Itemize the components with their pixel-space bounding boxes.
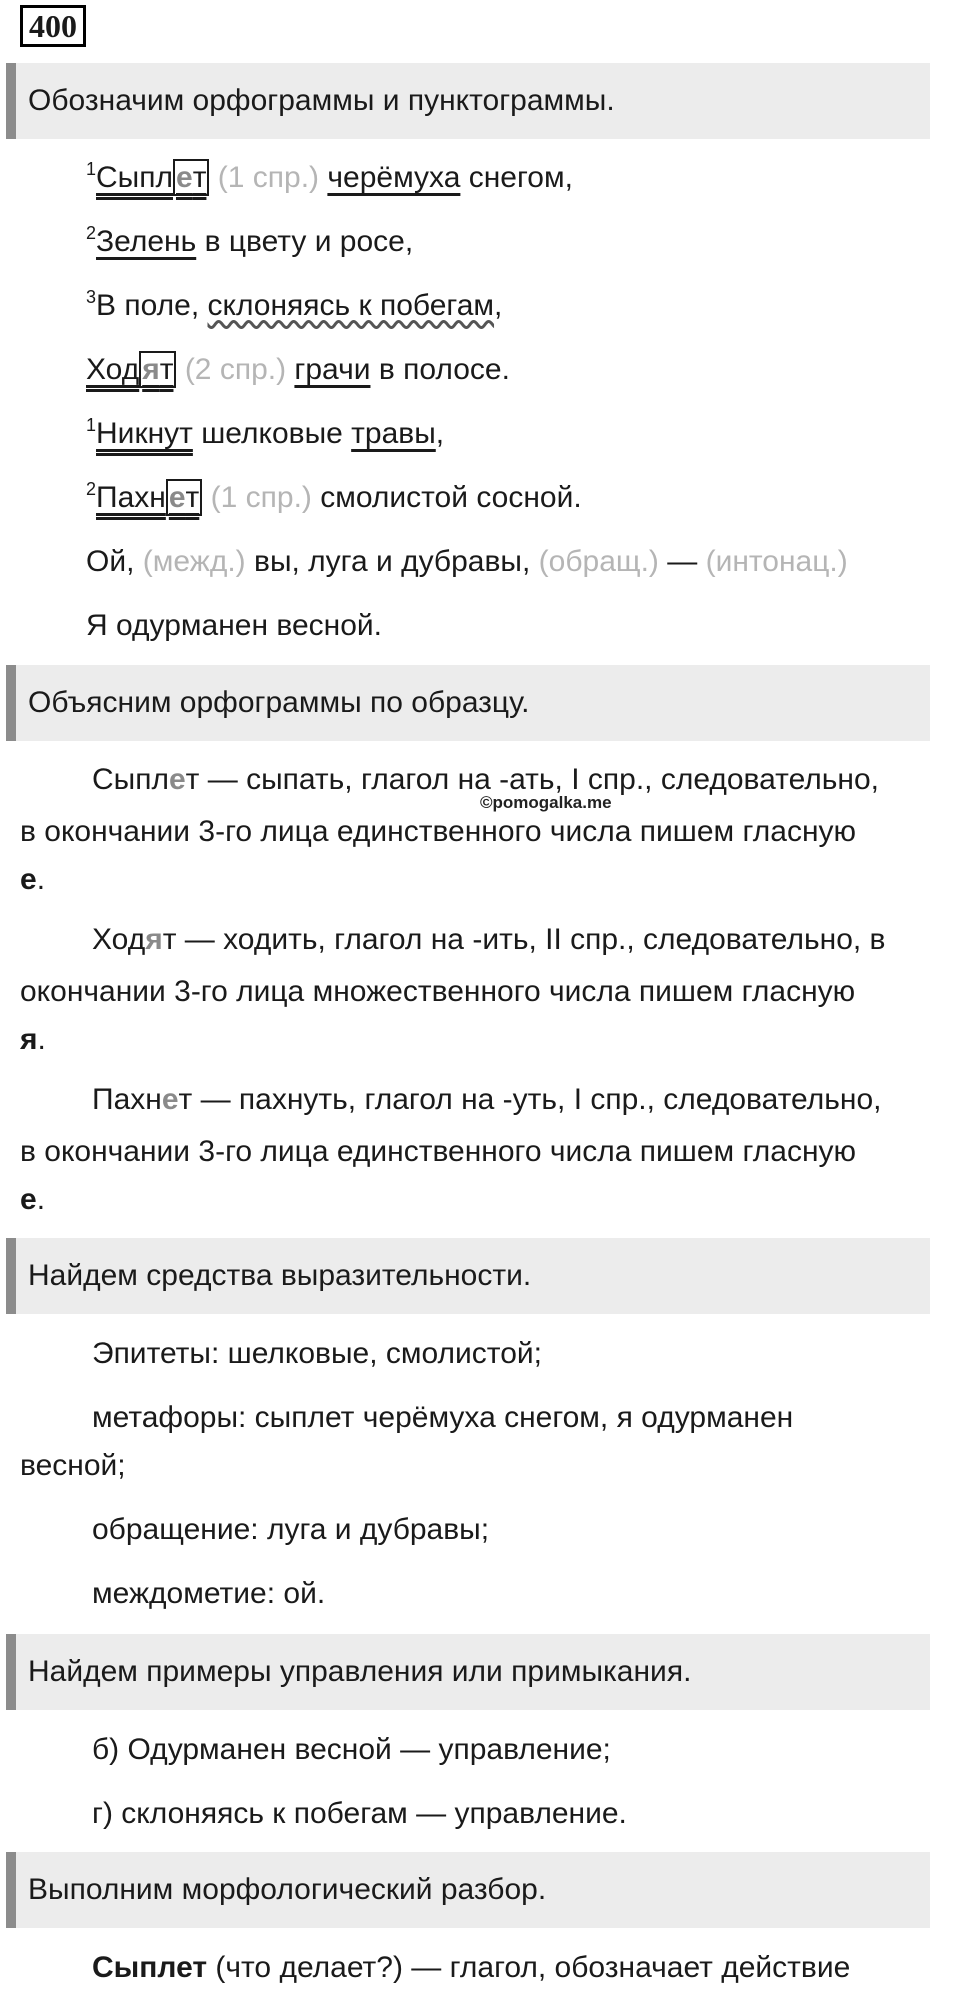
poem-line-6 xyxy=(86,480,582,519)
explain-2-line-1: Ходят — ходить, глагол на -ить, II спр., следовательно, в xyxy=(92,923,886,956)
poem-line-5 xyxy=(86,416,444,455)
subject-word: черёмуха xyxy=(327,161,461,194)
dash: — xyxy=(667,545,698,578)
poem-line-8: Я одурманен весной. xyxy=(86,609,382,642)
explain-2-line-3: я. xyxy=(20,1023,46,1056)
line-text: вы, луга и дубравы, xyxy=(254,545,531,578)
predicate-word: Сыпл ет xyxy=(96,159,209,196)
section-header-government: Найдем примеры управления или примыкания. xyxy=(6,1634,930,1710)
explain-3-line-3: е. xyxy=(20,1183,46,1216)
section-header-morph: Выполним морфологический разбор. xyxy=(6,1852,930,1928)
line-text: в полосе. xyxy=(378,353,510,386)
predicate-word: Пахн ет xyxy=(96,479,202,516)
explain-1-line-3: е. xyxy=(20,863,46,896)
explain-3-line-1: Пахнет — пахнуть, глагол на -уть, I спр., следовательно, xyxy=(92,1083,882,1116)
task-number: 400 xyxy=(20,5,86,47)
line-number: 2 xyxy=(86,223,97,243)
morph-word: Сыплет xyxy=(92,1951,208,1984)
subject-word: травы xyxy=(351,417,436,450)
government-item-g: г) склоняясь к побегам — управление. xyxy=(92,1797,627,1830)
subject-word: грачи xyxy=(294,353,371,386)
explain-2-line-2: окончании 3-го лица множественного числа пишем гласную xyxy=(20,975,856,1008)
epithets: Эпитеты: шелковые, смолистой; xyxy=(92,1337,542,1370)
conjugation-note: (1 спр.) xyxy=(217,161,320,194)
line-text: снегом, xyxy=(468,161,573,194)
watermark: ©pomogalka.me xyxy=(480,793,612,812)
line-number: 1 xyxy=(86,415,97,435)
address: обращение: луга и дубравы; xyxy=(92,1513,490,1546)
comma: , xyxy=(494,289,503,322)
interjection: Ой, xyxy=(86,545,135,578)
line-text: В поле, xyxy=(96,289,200,322)
poem-line-2 xyxy=(86,224,413,263)
explain-1-line-2: в окончании 3-го лица единственного числа пишем гласную xyxy=(20,815,857,848)
explain-3-line-2: в окончании 3-го лица единственного числа пишем гласную xyxy=(20,1135,857,1168)
government-item-b: б) Одурманен весной — управление; xyxy=(92,1733,611,1766)
predicate-word: Никнут xyxy=(96,417,193,450)
explain-1-line-1: Сыплет — сыпать, глагол на -ать, I спр., следовательно, xyxy=(92,763,879,796)
morph-line xyxy=(92,1950,850,1986)
line-text: в цвету и росе, xyxy=(204,225,414,258)
section-header-marks: Обозначим орфограммы и пунктограммы. xyxy=(6,63,930,139)
note-interjection: (межд.) xyxy=(142,545,246,578)
metaphors-line-2: весной; xyxy=(20,1449,126,1482)
participle-phrase: склоняясь к побегам xyxy=(207,289,495,322)
note-address: (обращ.) xyxy=(538,545,659,578)
line-number: 2 xyxy=(86,479,97,499)
poem-line-1 xyxy=(86,160,573,199)
section-header-explain: Объясним орфограммы по образцу. xyxy=(6,665,930,741)
poem-line-3 xyxy=(86,288,502,327)
comma: , xyxy=(435,417,445,450)
predicate-word: Ход ят xyxy=(86,351,176,388)
line-number: 3 xyxy=(86,287,97,307)
subject-word: Зелень xyxy=(96,225,197,258)
line-text: смолистой сосной. xyxy=(320,481,582,514)
morph-text: (что делает?) — глагол, обозначает действие xyxy=(215,1951,851,1984)
section-header-expressive: Найдем средства выразительности. xyxy=(6,1238,930,1314)
note-intonation: (интонац.) xyxy=(705,545,848,578)
poem-line-7 xyxy=(86,544,848,580)
conjugation-note: (1 спр.) xyxy=(210,481,312,514)
interjection-item: междометие: ой. xyxy=(92,1577,326,1610)
line-number: 1 xyxy=(86,159,97,179)
conjugation-note: (2 спр.) xyxy=(184,353,287,386)
line-text: шелковые xyxy=(201,417,343,450)
metaphors-line-1: метафоры: сыплет черёмуха снегом, я одурманен xyxy=(92,1401,794,1434)
poem-line-4 xyxy=(86,352,510,388)
